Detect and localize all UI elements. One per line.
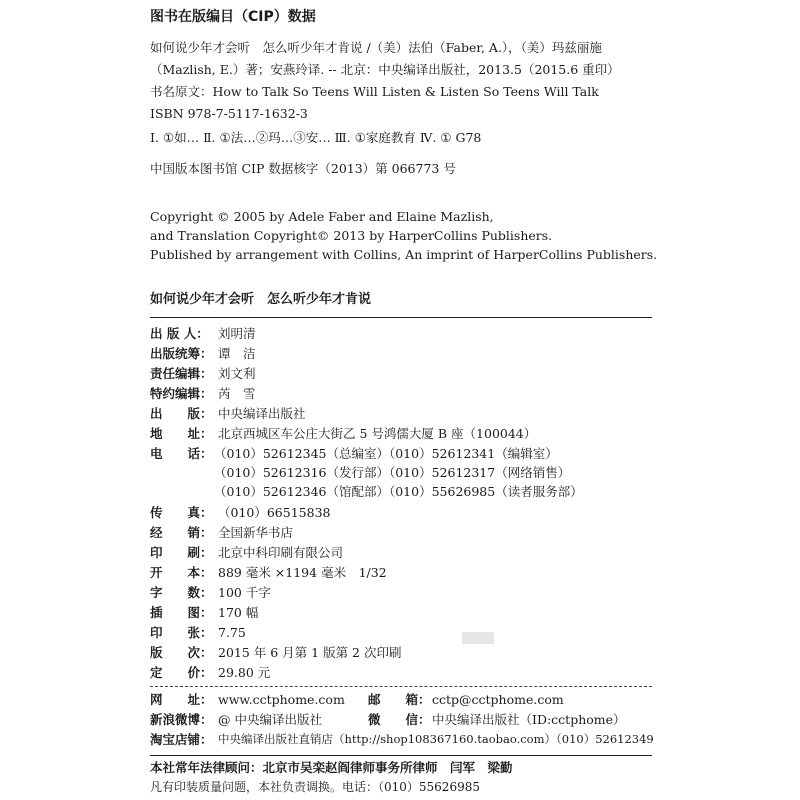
- special-editor-value: 芮 雪: [218, 386, 256, 401]
- book-title: 如何说少年才会听 怎么听少年才肯说: [150, 292, 372, 307]
- copyright-line-2: and Translation Copyright© 2013 by HarperCollins Publishers.: [150, 228, 553, 243]
- phone-line-3: （010）52612346（馆配部）（010）55626985（读者服务部）: [214, 484, 583, 499]
- sheets-label: 印 张：: [150, 625, 213, 640]
- format-value: 889 毫米 ×1194 毫米 1/32: [218, 565, 387, 580]
- price-value: 29.80 元: [218, 665, 271, 680]
- cip-isbn: ISBN 978-7-5117-1632-3: [150, 106, 308, 121]
- phone-label: 电 话：: [150, 446, 213, 461]
- sheets-value: 7.75: [218, 625, 246, 640]
- cip-record-number: 中国版本图书馆 CIP 数据核字（2013）第 066773 号: [150, 161, 456, 176]
- editor-label: 责任编辑：: [150, 366, 213, 381]
- format-label: 开 本：: [150, 565, 213, 580]
- printer-value: 北京中科印刷有限公司: [218, 545, 344, 560]
- cip-heading: 图书在版编目（CIP）数据: [150, 9, 316, 25]
- wechat-label: 微 信：: [368, 712, 431, 727]
- distributor-label: 经 销：: [150, 525, 213, 540]
- address-value: 北京西城区车公庄大街乙 5 号鸿儒大厦 B 座（100044）: [218, 426, 537, 441]
- taobao-label: 淘宝店铺：: [150, 732, 213, 747]
- weibo-value: @ 中央编译出版社: [218, 712, 322, 727]
- email-value: cctp@cctphome.com: [432, 692, 564, 707]
- copyright-line-3: Published by arrangement with Collins, An imprint of HarperCollins Publishers.: [150, 247, 658, 262]
- website-label: 网 址：: [150, 692, 213, 707]
- wechat-value: 中央编译出版社（ID:cctphome）: [432, 712, 626, 727]
- distributor-value: 全国新华书店: [218, 525, 294, 540]
- editor-value: 刘文利: [218, 366, 256, 381]
- publisher-person-label: 出 版 人：: [150, 326, 209, 341]
- website-value: www.cctphome.com: [218, 692, 345, 707]
- price-label: 定 价：: [150, 665, 213, 680]
- fax-value: （010）66515838: [218, 505, 331, 520]
- address-label: 地 址：: [150, 426, 213, 441]
- edition-value: 2015 年 6 月第 1 版第 2 次印刷: [218, 645, 402, 660]
- phone-line-2: （010）52612316（发行部）（010）52612317（网络销售）: [214, 465, 571, 480]
- cip-line-2: （Mazlish, E.）著；安燕玲译. -- 北京：中央编译出版社，2013.5（2015.6 重印）: [150, 62, 620, 77]
- cip-classification: Ⅰ. ①如… Ⅱ. ①法…②玛…③安… Ⅲ. ①家庭教育 Ⅳ. ① G78: [150, 130, 482, 145]
- publisher-value: 中央编译出版社: [218, 406, 306, 421]
- divider-bottom: [150, 755, 652, 756]
- publisher-person-value: 刘明清: [218, 326, 256, 341]
- divider-top: [150, 317, 652, 318]
- planner-value: 谭 洁: [218, 346, 256, 361]
- taobao-value: 中央编译出版社直销店（http://shop108367160.taobao.com）（010）52612349: [218, 732, 654, 746]
- fax-label: 传 真：: [150, 505, 213, 520]
- phone-line-1: （010）52612345（总编室）（010）52612341（编辑室）: [214, 446, 558, 461]
- printer-label: 印 刷：: [150, 545, 213, 560]
- email-label: 邮 箱：: [368, 692, 431, 707]
- copyright-line-1: Copyright © 2005 by Adele Faber and Elaine Mazlish,: [150, 209, 494, 224]
- cip-line-3: 书名原文：How to Talk So Teens Will Listen & Listen So Teens Will Talk: [150, 84, 599, 99]
- publisher-label: 出 版：: [150, 406, 213, 421]
- illustrations-label: 插 图：: [150, 605, 213, 620]
- cip-line-1: 如何说少年才会听 怎么听少年才肯说 /（美）法伯（Faber, A.），（美）玛兹丽施: [150, 40, 602, 55]
- word-count-value: 100 千字: [218, 585, 271, 600]
- word-count-label: 字 数：: [150, 585, 213, 600]
- divider-contacts: [150, 686, 652, 687]
- illustrations-value: 170 幅: [218, 605, 259, 620]
- planner-label: 出版统筹：: [150, 346, 213, 361]
- print-smudge: [462, 632, 494, 644]
- edition-label: 版 次：: [150, 645, 213, 660]
- quality-notice: 凡有印装质量问题，本社负责调换。电话：（010）55626985: [150, 780, 480, 794]
- weibo-label: 新浪微博：: [150, 712, 213, 727]
- special-editor-label: 特约编辑：: [150, 386, 213, 401]
- legal-counsel: 本社常年法律顾问：北京市吴栾赵阎律师事务所律师 闫军 梁勤: [150, 760, 513, 775]
